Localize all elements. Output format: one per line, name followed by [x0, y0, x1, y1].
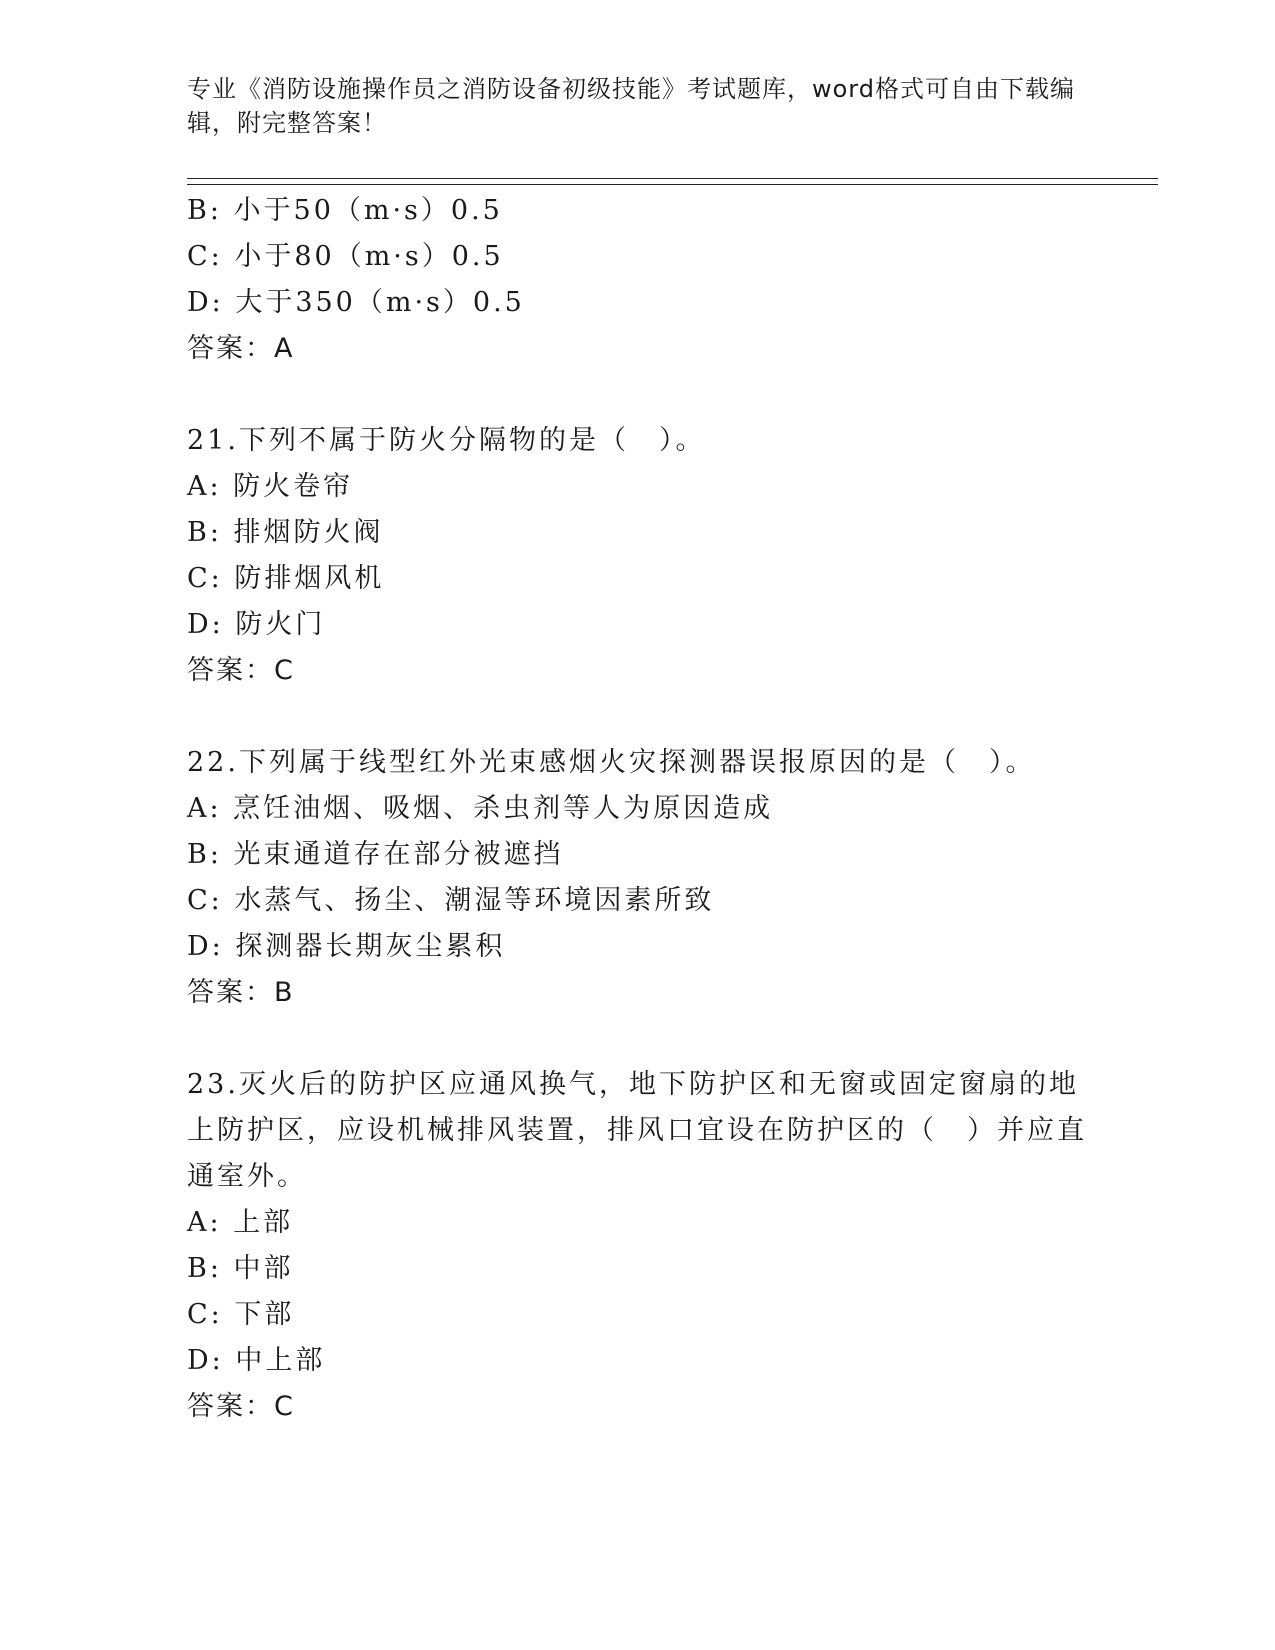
prev-question-block	[187, 188, 1087, 372]
option-b: B: 光束通道存在部分被遮挡	[187, 839, 564, 870]
question-stem: 21.下列不属于防火分隔物的是（ ）。	[187, 425, 706, 456]
question-22	[187, 740, 1087, 1016]
option-b: B: 排烟防火阀	[187, 517, 384, 548]
header-divider	[187, 178, 1158, 185]
document-body	[187, 188, 1087, 1430]
answer-line: 答案：B	[187, 977, 295, 1008]
question-23	[187, 1062, 1087, 1430]
option-d: D: 大于350（m·s）0.5	[187, 287, 525, 318]
option-c: C: 小于80（m·s）0.5	[187, 241, 504, 272]
option-b: B: 中部	[187, 1253, 294, 1284]
answer-line: 答案：C	[187, 1391, 295, 1422]
answer-line: 答案：A	[187, 333, 295, 364]
option-b: B: 小于50（m·s）0.5	[187, 195, 503, 226]
option-d: D: 中上部	[187, 1345, 326, 1376]
option-a: A: 防火卷帘	[187, 471, 354, 502]
option-c: C: 下部	[187, 1299, 295, 1330]
option-a: A: 烹饪油烟、吸烟、杀虫剂等人为原因造成	[187, 793, 774, 824]
question-stem: 23.灭火后的防护区应通风换气，地下防护区和无窗或固定窗扇的地上防护区，应设机械排风装置，排风口宜设在防护区的（ ）并应直通室外。	[187, 1069, 1087, 1192]
option-d: D: 探测器长期灰尘累积	[187, 931, 506, 962]
option-c: C: 水蒸气、扬尘、潮湿等环境因素所致	[187, 885, 715, 916]
option-a: A: 上部	[187, 1207, 294, 1238]
question-21	[187, 418, 1087, 694]
option-d: D: 防火门	[187, 609, 326, 640]
option-c: C: 防排烟风机	[187, 563, 385, 594]
page-header: 专业《消防设施操作员之消防设备初级技能》考试题库，word格式可自由下载编辑，附完整答案！	[187, 75, 1075, 137]
answer-line: 答案：C	[187, 655, 295, 686]
question-stem: 22.下列属于线型红外光束感烟火灾探测器误报原因的是（ ）。	[187, 747, 1036, 778]
